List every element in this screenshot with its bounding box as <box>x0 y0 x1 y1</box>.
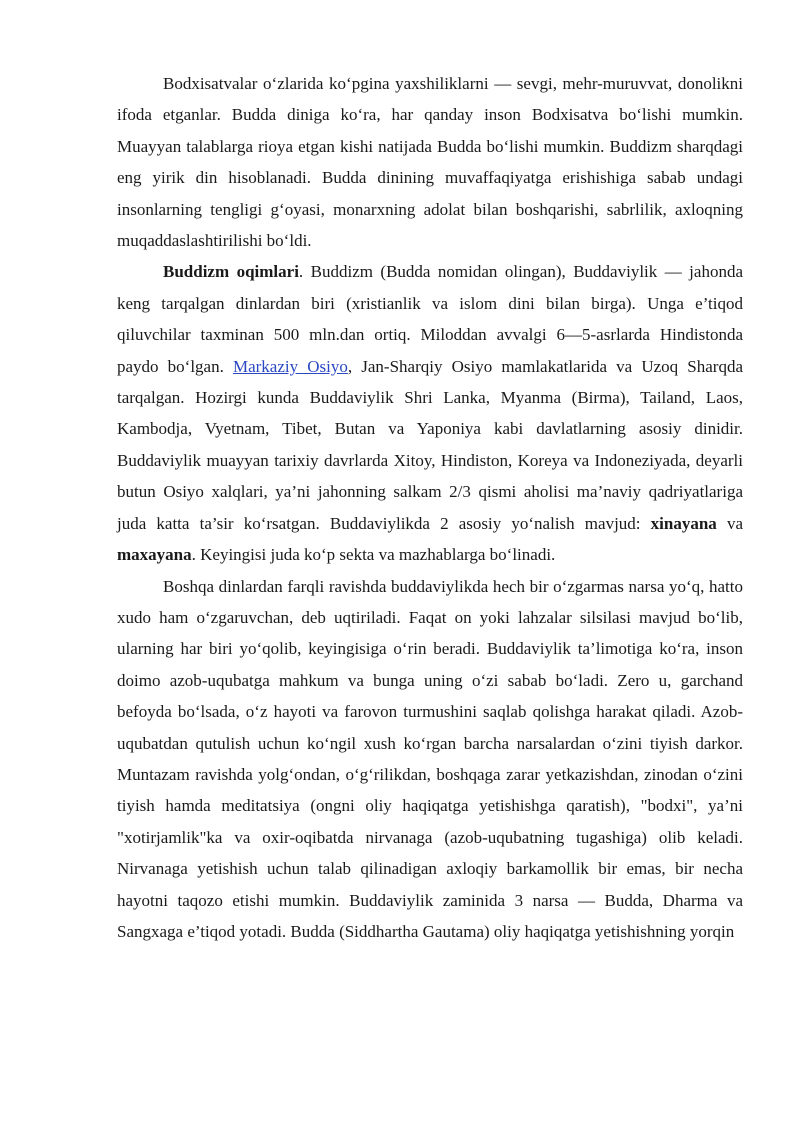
term-xinayana: xinayana <box>650 513 717 533</box>
paragraph-text: . Buddizm (Budda nomidan olingan), Buddaviylik — jahonda keng tarqalgan dinlardan biri (xristianlik va islom dini bilan birga). Unga e’tiqod qiluvchilar taxminan 500 mln.dan ortiq. Miloddan avvalgi 6—5-asrlarda Hindistonda paydo bo‘lgan. <box>117 262 743 376</box>
paragraph-bodhisattvas: Bodxisatvalar o‘zlarida ko‘pgina yaxshiliklarni — sevgi, mehr-muruvvat, donolikni ifoda etganlar. Budda diniga ko‘ra, har qanday inson Bodxisatva bo‘lishi mumkin. Muayyan talablarga rioya etgan kishi natijada Budda bo‘lishi mumkin. Buddizm sharqdagi eng yirik din hisoblanadi. Budda dinining muvaffaqiyatga erishishiga sabab undagi insonlarning tengligi g‘oyasi, monarxning adolat bilan boshqarishi, sabrlilik, axloqning muqaddaslashtirilishi bo‘ldi. <box>117 74 743 251</box>
paragraph-teachings: Boshqa dinlardan farqli ravishda buddaviylikda hech bir o‘zgarmas narsa yo‘q, hatto xudo ham o‘zgaruvchan, deb uqtiriladi. Faqat on yoki lahzalar silsilasi mavjud bo‘lib, ularning har biri yo‘qolib, keyingisiga o‘rin beradi. Buddaviylik ta’limotiga ko‘ra, inson doimo azob-uqubatga mahkum va bunga uning o‘zi sabab bo‘ladi. Zero u, garchand befoyda bo‘lsada, o‘z hayoti va farovon turmushini saqlab qolishga harakat qiladi. Azob-uqubatdan qutulish uchun ko‘ngil xush ko‘rgan barcha narsalardan o‘zini tiyish darkor. Muntazam ravishda yolg‘ondan, o‘g‘rilikdan, boshqaga zarar yetkazishdan, zinodan o‘zini tiyish hamda meditatsiya (ongni oliy haqiqatga yetishishga qaratish), "bodxi", ya’ni "xotirjamlik"ka va oxir-oqibatda nirvanaga (azob-uqubatning tugashiga) olib keladi. Nirvanaga yetishish uchun talab qilinadigan axloqiy barkamollik bir emas, bir necha hayotni taqozo etishi mumkin. Buddaviylik zaminida 3 narsa — Budda, Dharma va Sangxaga e’tiqod yotadi. Budda (Siddhartha Gautama) oliy haqiqatga yetishishning yorqin <box>117 576 743 941</box>
paragraph-text: , Jan-Sharqiy Osiyo mamlakatlarida va Uzoq Sharqda tarqalgan. Hozirgi kunda Buddaviylik Shri Lanka, Myanma (Birma), Tailand, Laos, Kambodja, Vyetnam, Tibet, Butan va Yaponiya kabi davlatlarning asosiy dinidir. Buddaviylik muayyan tarixiy davrlarda Xitoy, Hindiston, Koreya va Indoneziyada, deyarli butun Osiyo xalqlari, ya’ni jahonning salkam 2/3 qismi aholisi ma’naviy qadriyatlariga juda katta ta’sir ko‘rsatgan. Buddaviylikda 2 asosiy yo‘nalish mavjud: <box>117 356 743 533</box>
link-markaziy-osiyo[interactable]: Markaziy Osiyo <box>232 356 348 376</box>
paragraph-buddhism-schools <box>117 256 743 570</box>
term-maxayana: maxayana <box>117 545 192 565</box>
paragraph-text: . Keyingisi juda ko‘p sekta va mazhablarga bo‘linadi. <box>191 545 556 565</box>
section-heading: Buddizm oqimlari <box>163 262 299 282</box>
paragraph-text: va <box>716 513 744 533</box>
document-page <box>117 68 743 947</box>
